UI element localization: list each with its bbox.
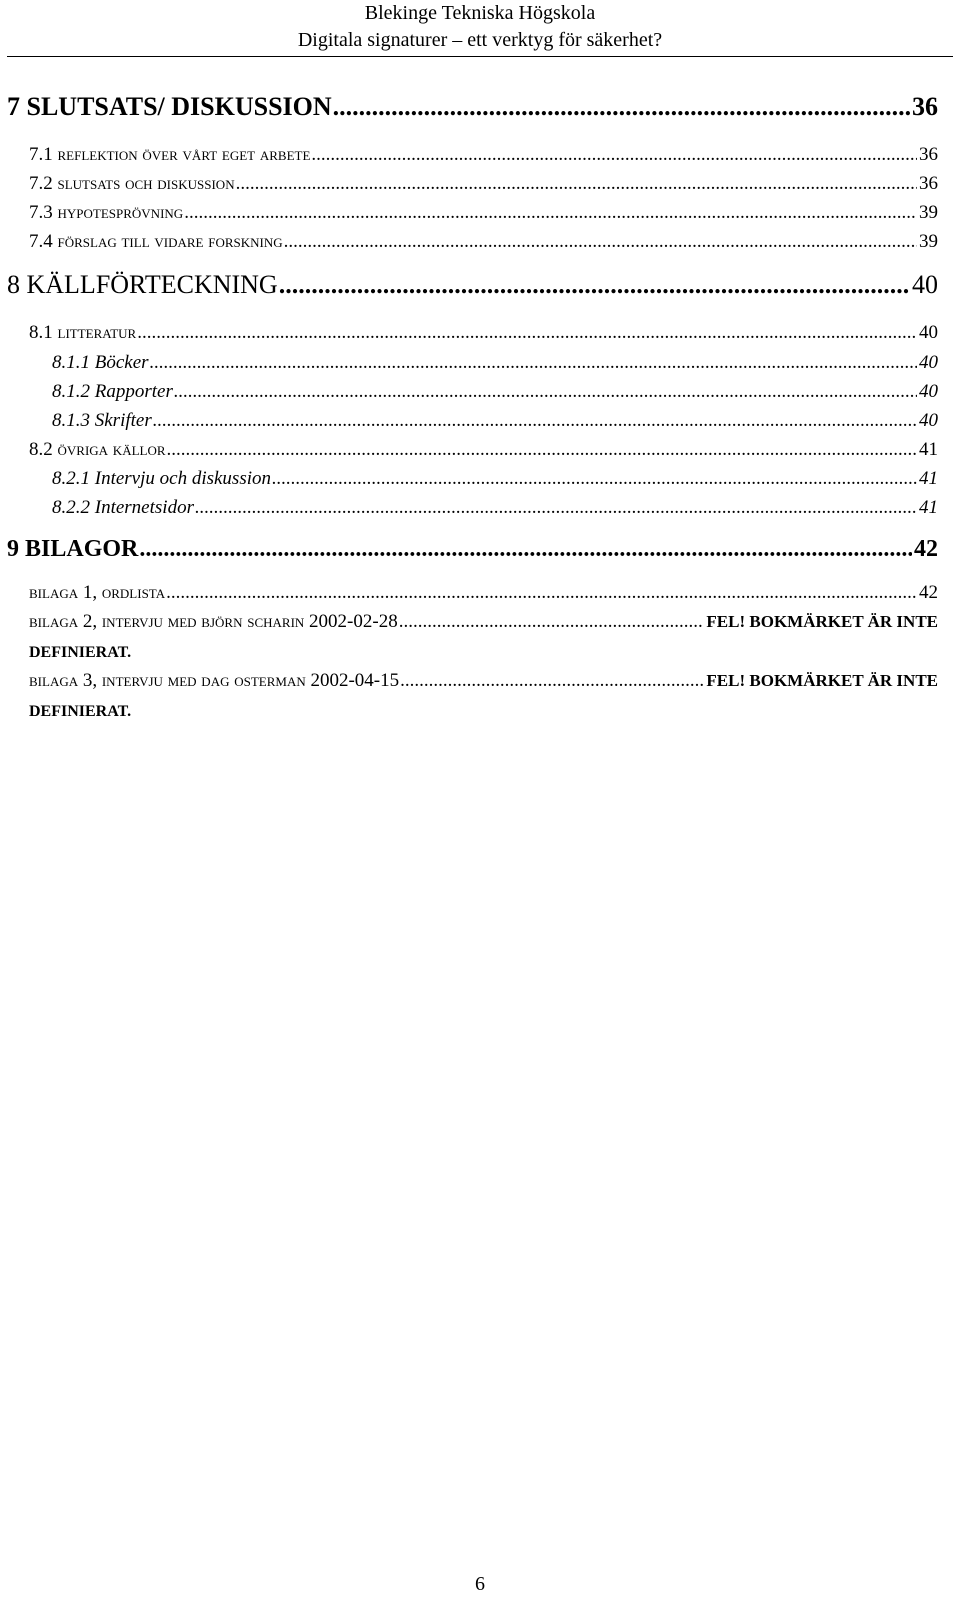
toc-number: 8.1.1 <box>52 352 90 373</box>
toc-page-number: 40 <box>912 270 938 299</box>
toc-page-number: 36 <box>912 92 938 121</box>
toc-entry-level3[interactable] <box>52 497 938 519</box>
toc-number: 8.2 <box>29 439 53 460</box>
toc-entry-level2[interactable] <box>29 439 938 461</box>
toc-entry-level2[interactable] <box>29 322 938 344</box>
toc-title: övriga källor <box>57 439 166 460</box>
toc-title: reflektion över vårt eget arbete <box>57 144 311 165</box>
toc-title: förslag till vidare forskning <box>57 231 283 252</box>
header-document-title: Digitala signaturer – ett verktyg för säkerhet? <box>297 29 663 51</box>
toc-title: Intervju och diskussion <box>94 468 272 489</box>
toc-page-number: 40 <box>919 410 938 431</box>
toc-page-number: 41 <box>919 497 938 518</box>
toc-title: litteratur <box>57 322 137 343</box>
toc-number: 8.1.2 <box>52 381 90 402</box>
toc-entry-appendix[interactable] <box>29 611 938 633</box>
dot-leader <box>284 231 917 253</box>
toc-page-number: 39 <box>919 202 938 223</box>
toc-entry-level2[interactable] <box>29 173 938 195</box>
dot-leader <box>137 322 917 344</box>
toc-page-number: 40 <box>919 381 938 402</box>
toc-title: Böcker <box>94 352 149 373</box>
toc-page-error-continuation: DEFINIERAT. <box>29 703 132 720</box>
dot-leader <box>236 173 917 195</box>
dot-leader <box>399 611 705 633</box>
toc-entry-level3[interactable] <box>52 352 938 374</box>
toc-page-number: 36 <box>919 144 938 165</box>
dot-leader <box>400 670 704 692</box>
toc-page-number: 42 <box>914 536 938 562</box>
dot-leader <box>167 439 917 461</box>
toc-entry-level2[interactable] <box>29 144 938 166</box>
toc-entry-level3[interactable] <box>52 381 938 403</box>
toc-page-number: 41 <box>919 468 938 489</box>
toc-page-error: FEL! BOKMÄRKET ÄR INTE <box>706 671 938 690</box>
toc-number: 8.2.2 <box>52 497 90 518</box>
toc-title: bilaga 3, intervju med dag osterman 2002-04-15 <box>29 670 400 691</box>
dot-leader <box>333 92 910 122</box>
header-divider <box>7 56 953 57</box>
running-header <box>0 0 960 54</box>
toc-entry-appendix[interactable] <box>29 582 938 604</box>
toc-number: 7.3 <box>29 202 53 223</box>
dot-leader <box>311 144 917 166</box>
toc-number: 8.1 <box>29 322 53 343</box>
toc-page-number: 42 <box>919 582 938 603</box>
toc-title: Internetsidor <box>94 497 194 518</box>
dot-leader <box>153 410 917 432</box>
toc-number: 8.2.1 <box>52 468 90 489</box>
toc-entry-level1[interactable] <box>7 92 938 122</box>
dot-leader <box>279 270 910 300</box>
toc-title: BILAGOR <box>25 536 139 562</box>
dot-leader <box>150 352 917 374</box>
toc-page-number: 36 <box>919 173 938 194</box>
toc-title: SLUTSATS/ DISKUSSION <box>26 92 332 121</box>
toc-entry-level3[interactable] <box>52 410 938 432</box>
toc-number: 7.2 <box>29 173 53 194</box>
toc-entry-level2[interactable] <box>29 202 938 224</box>
toc-entry-level1[interactable] <box>7 270 938 300</box>
toc-title: Skrifter <box>94 410 152 431</box>
toc-page-error-continuation: DEFINIERAT. <box>29 644 132 661</box>
toc-title: bilaga 1, ordlista <box>29 582 166 603</box>
toc-entry-level3[interactable] <box>52 468 938 490</box>
toc-page-number: 40 <box>919 352 938 373</box>
toc-number: 9 <box>7 536 19 562</box>
toc-number: 7.4 <box>29 231 53 252</box>
toc-title: hypotesprövning <box>57 202 184 223</box>
toc-number: 8.1.3 <box>52 410 90 431</box>
toc-page-number: 41 <box>919 439 938 460</box>
toc-number: 7.1 <box>29 144 53 165</box>
toc-number: 7 <box>7 92 20 121</box>
dot-leader <box>272 468 917 490</box>
dot-leader <box>184 202 917 224</box>
toc-entry-appendix[interactable] <box>29 670 938 692</box>
toc-page-error: FEL! BOKMÄRKET ÄR INTE <box>706 612 938 631</box>
dot-leader <box>174 381 917 403</box>
toc-number: 8 <box>7 270 20 299</box>
toc-title: slutsats och diskussion <box>57 173 235 194</box>
toc-title: Rapporter <box>94 381 173 402</box>
header-institution: Blekinge Tekniska Högskola <box>364 2 596 24</box>
toc-entry-level2[interactable] <box>29 231 938 253</box>
dot-leader <box>166 582 917 604</box>
toc-page-number: 40 <box>919 322 938 343</box>
toc-title: bilaga 2, intervju med björn scharin 2002-02-28 <box>29 611 398 632</box>
dot-leader <box>195 497 917 519</box>
page-number: 6 <box>475 1573 485 1595</box>
toc-page-number: 39 <box>919 231 938 252</box>
dot-leader <box>139 536 912 563</box>
toc-entry-level1[interactable] <box>7 536 938 563</box>
toc-title: KÄLLFÖRTECKNING <box>26 270 278 299</box>
